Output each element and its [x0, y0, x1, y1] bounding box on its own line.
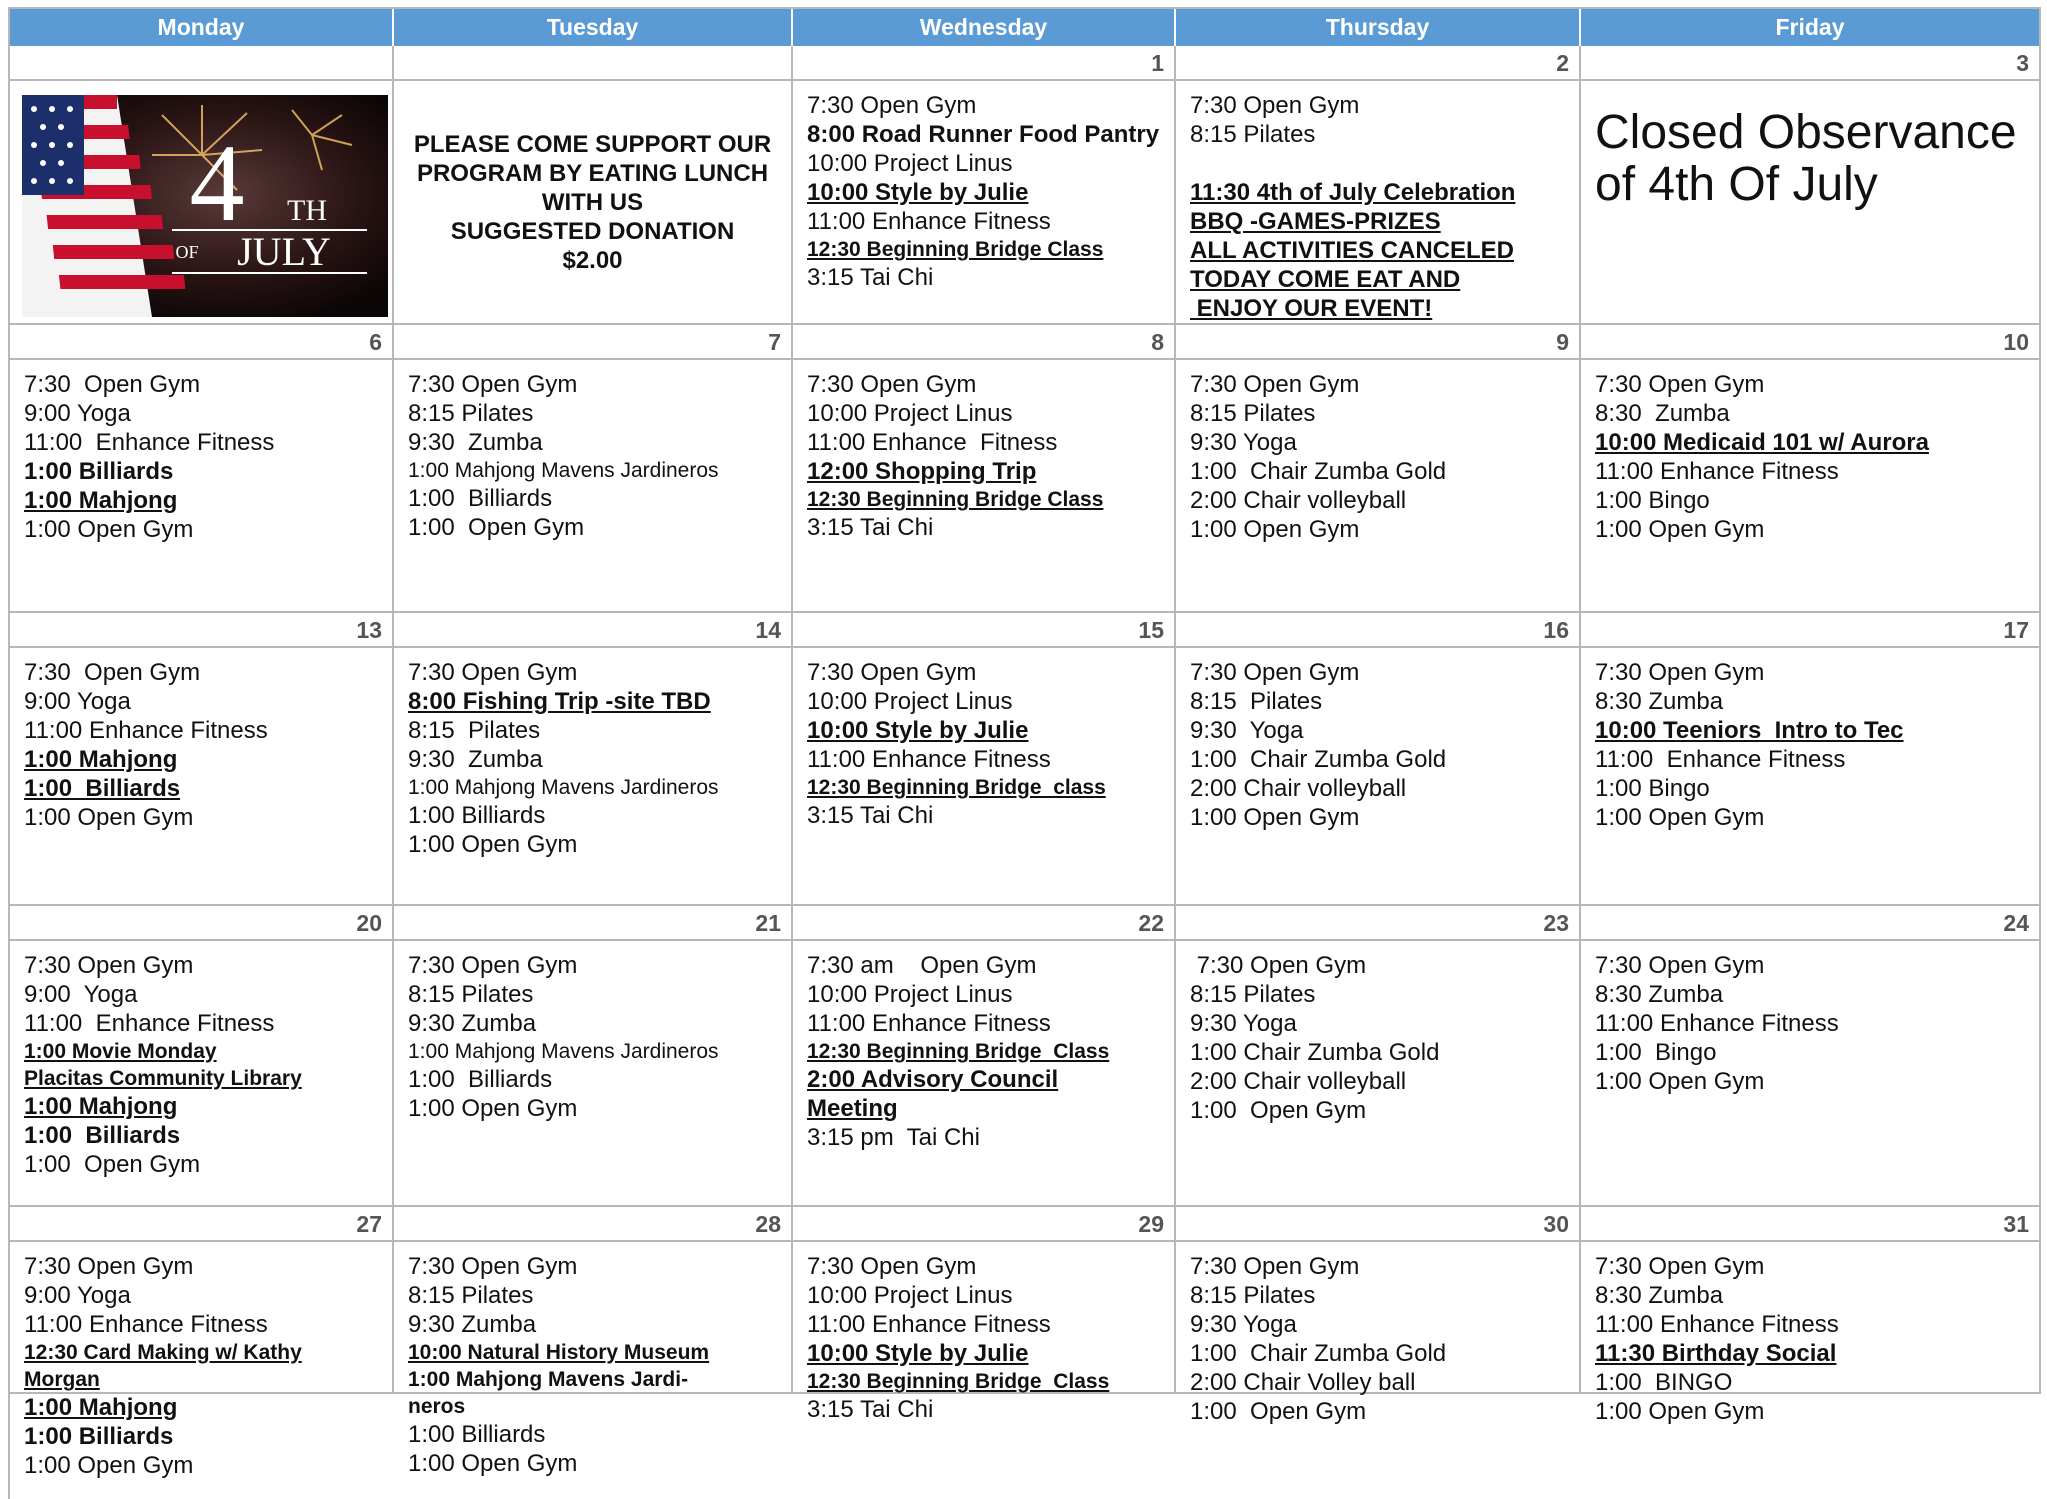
event: 8:30 Zumba — [1595, 981, 1724, 1008]
event: 1:00 Billiards — [24, 458, 174, 485]
event: 1:00 Bingo — [1595, 775, 1710, 802]
event: 1:00 Mahjong — [24, 1394, 178, 1421]
day-number: 7 — [394, 325, 793, 360]
event: 7:30 Open Gym — [1190, 952, 1367, 979]
event: 9:00 Yoga — [24, 1282, 131, 1309]
event: 7:30 Open Gym — [408, 1253, 578, 1280]
event: 3:15 Tai Chi — [807, 802, 934, 829]
day-cell-7 — [394, 360, 793, 613]
day-cell-22 — [793, 941, 1176, 1207]
event: 8:30 Zumba — [1595, 400, 1730, 427]
day-cell-10 — [1581, 360, 2041, 613]
event: 8:15 Pilates — [408, 1282, 534, 1309]
support-line: PLEASE COME SUPPORT OUR — [413, 130, 772, 158]
day-cell-6 — [10, 360, 394, 613]
day-cell-17 — [1581, 648, 2041, 906]
event: 3:15 Tai Chi — [807, 1396, 934, 1423]
event: 11:00 Enhance Fitness — [807, 1311, 1051, 1338]
event: 2:00 Chair volleyball — [1190, 1068, 1407, 1095]
event: 12:30 Beginning Bridge class — [807, 776, 1106, 799]
event: 1:00 Movie Monday — [24, 1040, 217, 1063]
event: 9:30 Zumba — [408, 1010, 537, 1037]
closed-notice: Closed Observance of 4th Of July — [1595, 106, 2017, 211]
event: 1:00 Billiards — [408, 1066, 553, 1093]
event: 1:00 Open Gym — [1595, 1068, 1765, 1095]
event: 1:00 Open Gym — [24, 804, 194, 831]
day-number: 22 — [793, 906, 1176, 941]
event: 7:30 Open Gym — [24, 659, 201, 686]
day-number: 28 — [394, 1207, 793, 1242]
day-number: 20 — [10, 906, 394, 941]
event: 1:00 Open Gym — [408, 831, 578, 858]
day-cell-20 — [10, 941, 394, 1207]
event: 1:00 Open Gym — [1190, 516, 1360, 543]
event: 1:00 Billiards — [408, 802, 546, 829]
event: 11:00 Enhance Fitness — [807, 1010, 1051, 1037]
header-monday: Monday — [10, 9, 394, 46]
event: 1:00 Open Gym — [24, 516, 194, 543]
event: 10:00 Project Linus — [807, 688, 1013, 715]
event: 7:30 Open Gym — [807, 92, 977, 119]
event: 10:00 Project Linus — [807, 150, 1013, 177]
day-number: 1 — [793, 46, 1176, 81]
event: 8:00 Fishing Trip -site TBD — [408, 688, 711, 715]
svg-text:OF: OF — [175, 242, 199, 262]
event: 7:30 Open Gym — [1190, 371, 1360, 398]
day-number: 29 — [793, 1207, 1176, 1242]
event: 1:00 Mahjong — [24, 1093, 178, 1120]
event: 8:15 Pilates — [1190, 981, 1316, 1008]
day-cell-16 — [1176, 648, 1581, 906]
event: 10:00 Style by Julie — [807, 717, 1029, 744]
svg-text:TH: TH — [287, 194, 327, 227]
day-cell-21 — [394, 941, 793, 1207]
day-number: 30 — [1176, 1207, 1581, 1242]
support-line: PROGRAM BY EATING LUNCH WITH US — [416, 159, 769, 216]
event: 11:00 Enhance Fitness — [807, 429, 1058, 456]
day-number: 23 — [1176, 906, 1581, 941]
fourth-of-july-image — [22, 95, 388, 317]
day-cell-3 — [1581, 81, 2041, 325]
event: 12:30 Beginning Bridge Class — [807, 238, 1104, 261]
event: 9:30 Yoga — [1190, 717, 1304, 744]
event: 8:00 Road Runner Food Pantry — [807, 121, 1160, 148]
event: 7:30 am Open Gym — [807, 952, 1037, 979]
event: 1:00 Open Gym — [1190, 1097, 1367, 1124]
header-tuesday: Tuesday — [394, 9, 793, 46]
event: 7:30 Open Gym — [24, 952, 194, 979]
event: 7:30 Open Gym — [807, 659, 977, 686]
event: 7:30 Open Gym — [1190, 92, 1360, 119]
event: 8:30 Zumba — [1595, 688, 1724, 715]
event: 7:30 Open Gym — [1595, 952, 1765, 979]
event: 1:00 Open Gym — [1595, 1398, 1765, 1425]
event: 11:30 4th of July Celebration — [1190, 179, 1516, 206]
event: 2:00 Chair volleyball — [1190, 487, 1407, 514]
day-number: 15 — [793, 613, 1176, 648]
event: BBQ -GAMES-PRIZES — [1190, 208, 1441, 235]
day-number: 10 — [1581, 325, 2041, 360]
day-cell-fourth-of-july-image — [10, 81, 394, 325]
event: 7:30 Open Gym — [1595, 1253, 1765, 1280]
event: 12:30 Beginning Bridge Class — [807, 1040, 1110, 1063]
event: 9:00 Yoga — [24, 981, 138, 1008]
event: 11:00 Enhance Fitness — [1595, 746, 1846, 773]
event: 12:00 Shopping Trip — [807, 458, 1037, 485]
support-line: $2.00 — [562, 246, 623, 274]
day-cell-8 — [793, 360, 1176, 613]
svg-text:JULY: JULY — [237, 229, 331, 274]
day-cell-9 — [1176, 360, 1581, 613]
event: 1:00 Billiards — [24, 775, 181, 802]
svg-text:4: 4 — [189, 122, 245, 244]
event: 8:15 Pilates — [408, 981, 534, 1008]
day-number — [394, 46, 793, 81]
event: 1:00 Chair Zumba Gold — [1190, 1340, 1447, 1367]
event: 2:00 Chair Volley ball — [1190, 1369, 1416, 1396]
day-cell-31 — [1581, 1242, 2041, 1425]
header-wednesday: Wednesday — [793, 9, 1176, 46]
event: 11:00 Enhance Fitness — [24, 1010, 275, 1037]
event: 11:00 Enhance Fitness — [24, 1311, 268, 1338]
day-number: 24 — [1581, 906, 2041, 941]
support-line: SUGGESTED DONATION — [450, 217, 735, 245]
event: 11:30 Birthday Social — [1595, 1340, 1837, 1367]
header-thursday: Thursday — [1176, 9, 1581, 46]
event: 10:00 Project Linus — [807, 400, 1013, 427]
event: 8:15 Pilates — [1190, 1282, 1316, 1309]
day-number: 14 — [394, 613, 793, 648]
event: 1:00 Billiards — [408, 485, 553, 512]
day-number — [10, 46, 394, 81]
event: 8:15 Pilates — [1190, 688, 1323, 715]
event: 9:30 Zumba — [408, 1311, 537, 1338]
event: 8:15 Pilates — [408, 400, 534, 427]
event: 7:30 Open Gym — [408, 659, 578, 686]
event: 7:30 Open Gym — [1595, 371, 1765, 398]
event: 1:00 Open Gym — [24, 1151, 201, 1178]
event: 9:30 Zumba — [408, 746, 543, 773]
event: 7:30 Open Gym — [24, 371, 201, 398]
event: 12:30 Beginning Bridge Class — [807, 1370, 1110, 1393]
event: 9:00 Yoga — [24, 688, 131, 715]
event: 1:00 Open Gym — [1190, 804, 1360, 831]
event: 7:30 Open Gym — [807, 1253, 977, 1280]
event: 10:00 Style by Julie — [807, 1340, 1029, 1367]
event: 11:00 Enhance Fitness — [807, 746, 1051, 773]
event: 7:30 Open Gym — [807, 371, 977, 398]
event: 1:00 Mahjong Mavens Jardineros — [408, 459, 719, 482]
event: 3:15 Tai Chi — [807, 264, 934, 291]
event: 7:30 Open Gym — [24, 1253, 194, 1280]
event: 8:30 Zumba — [1595, 1282, 1724, 1309]
day-cell-support-message — [394, 81, 793, 325]
event: 8:15 Pilates — [408, 717, 541, 744]
day-number: 13 — [10, 613, 394, 648]
event: 1:00 Bingo — [1595, 487, 1710, 514]
day-cell-13 — [10, 648, 394, 906]
event: 7:30 Open Gym — [1190, 1253, 1360, 1280]
day-number: 16 — [1176, 613, 1581, 648]
event: 1:00 Chair Zumba Gold — [1190, 1039, 1440, 1066]
event: 2:00 Advisory Council Meeting — [807, 1066, 1059, 1122]
event: 1:00 BINGO — [1595, 1369, 1733, 1396]
day-cell-24 — [1581, 941, 2041, 1207]
event: 1:00 Mahjong — [24, 746, 178, 773]
day-cell-2 — [1176, 81, 1581, 325]
event: 1:00 Open Gym — [1190, 1398, 1367, 1425]
event: 7:30 Open Gym — [408, 371, 578, 398]
event: 1:00 Open Gym — [408, 514, 585, 541]
event: 11:00 Enhance Fitness — [807, 208, 1051, 235]
event: 1:00 Mahjong Mavens Jardi-neros — [408, 1368, 689, 1418]
event: 10:00 Project Linus — [807, 981, 1013, 1008]
event: 2:00 Chair volleyball — [1190, 775, 1407, 802]
event: 11:00 Enhance Fitness — [1595, 458, 1839, 485]
event: 11:00 Enhance Fitness — [1595, 1010, 1839, 1037]
day-cell-30 — [1176, 1242, 1581, 1425]
calendar-grid — [8, 7, 2041, 1499]
day-number: 21 — [394, 906, 793, 941]
event: 7:30 Open Gym — [1595, 659, 1765, 686]
header-friday: Friday — [1581, 9, 2041, 46]
event: 1:00 Mahjong Mavens Jardineros — [408, 776, 719, 799]
event: 1:00 Open Gym — [24, 1452, 194, 1479]
event: 10:00 Project Linus — [807, 1282, 1013, 1309]
day-cell-28 — [394, 1242, 793, 1477]
event: 12:30 Card Making w/ Kathy Morgan — [24, 1341, 302, 1391]
event: 9:30 Yoga — [1190, 1010, 1297, 1037]
event: 1:00 Bingo — [1595, 1039, 1717, 1066]
day-cell-27 — [10, 1242, 394, 1479]
event: 7:30 Open Gym — [408, 952, 578, 979]
day-cell-15 — [793, 648, 1176, 906]
event: 12:30 Beginning Bridge Class — [807, 488, 1104, 511]
event: 3:15 Tai Chi — [807, 514, 934, 541]
day-cell-29 — [793, 1242, 1176, 1423]
event: 9:30 Zumba — [408, 429, 543, 456]
event: 1:00 Chair Zumba Gold — [1190, 746, 1447, 773]
event: ALL ACTIVITIES CANCELED — [1190, 237, 1515, 264]
event: 8:15 Pilates — [1190, 121, 1316, 148]
event: 1:00 Mahjong Mavens Jardineros — [408, 1040, 719, 1063]
event: 10:00 Medicaid 101 w/ Aurora — [1595, 429, 1929, 456]
event: 11:00 Enhance Fitness — [24, 429, 275, 456]
day-cell-1 — [793, 81, 1176, 325]
day-number: 27 — [10, 1207, 394, 1242]
event: 1:00 Chair Zumba Gold — [1190, 458, 1447, 485]
event: 1:00 Open Gym — [1595, 804, 1765, 831]
day-cell-23 — [1176, 941, 1581, 1207]
event: 1:00 Open Gym — [1595, 516, 1765, 543]
event: Placitas Community Library — [24, 1067, 302, 1090]
support-message — [404, 130, 781, 275]
event: 1:00 Mahjong — [24, 487, 178, 514]
day-cell-14 — [394, 648, 793, 906]
event: 10:00 Natural History Museum — [408, 1341, 710, 1364]
event: 10:00 Style by Julie — [807, 179, 1029, 206]
event: 1:00 Open Gym — [408, 1450, 578, 1477]
day-number: 9 — [1176, 325, 1581, 360]
day-number: 2 — [1176, 46, 1581, 81]
event: 11:00 Enhance Fitness — [24, 717, 268, 744]
event: 7:30 Open Gym — [1190, 659, 1360, 686]
day-number: 17 — [1581, 613, 2041, 648]
event: 1:00 Open Gym — [408, 1095, 578, 1122]
day-number: 6 — [10, 325, 394, 360]
event: 10:00 Teeniors Intro to Tec — [1595, 717, 1904, 744]
day-number: 31 — [1581, 1207, 2041, 1242]
event: 9:00 Yoga — [24, 400, 131, 427]
event: 1:00 Billiards — [408, 1421, 546, 1448]
event: 1:00 Billiards — [24, 1122, 181, 1149]
event: ENJOY OUR EVENT! — [1190, 295, 1433, 322]
day-number: 8 — [793, 325, 1176, 360]
event: 9:30 Yoga — [1190, 1311, 1297, 1338]
event: 11:00 Enhance Fitness — [1595, 1311, 1839, 1338]
event: 8:15 Pilates — [1190, 400, 1316, 427]
day-number: 3 — [1581, 46, 2041, 81]
event: 3:15 pm Tai Chi — [807, 1124, 980, 1151]
event: 1:00 Billiards — [24, 1423, 174, 1450]
event: TODAY COME EAT AND — [1190, 266, 1461, 293]
spacer — [1190, 149, 1573, 178]
event: 9:30 Yoga — [1190, 429, 1297, 456]
